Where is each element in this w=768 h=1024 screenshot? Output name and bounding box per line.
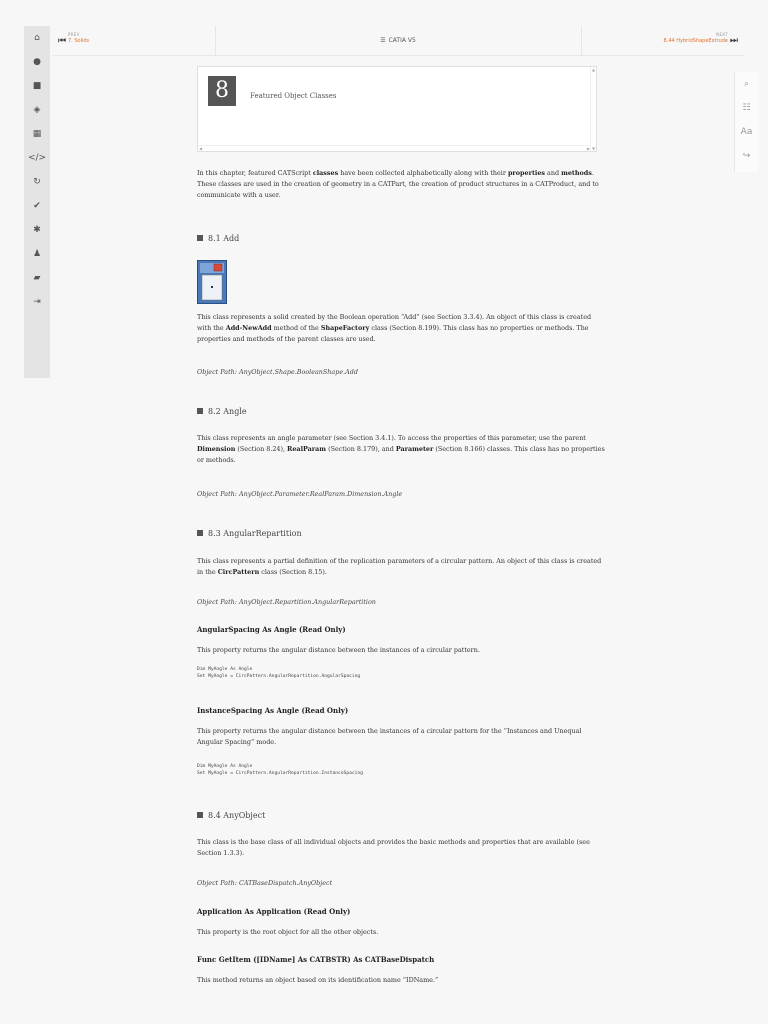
method-description: This method returns an object based on its identification name “IDName.”: [197, 976, 439, 984]
section-8-4-paragraph: This class is the base class of all individual objects and provides the basic methods and properties that are available (see Section 1.3.3).: [197, 838, 590, 857]
code-sample: Dim MyAngle As Angle Set MyAngle = CircPattern.AngularRepartition.InstanceSpacing: [197, 764, 363, 776]
section-8-3-object-path: Object Path: AnyObject.Repartition.AngularRepartition: [197, 598, 376, 606]
left-sidebar: [24, 26, 50, 378]
horizontal-scrollbar[interactable]: [198, 145, 591, 151]
reader-toolbar: [734, 72, 758, 172]
section-8-1-object-path: Object Path: AnyObject.Shape.BooleanShape.Add: [197, 368, 358, 376]
list-icon: ☰: [380, 37, 386, 44]
section-8-2-paragraph: This class represents an angle parameter (see Section 3.4.1). To access the properties of this parameter, use the parent Dimension (Section 8.24), RealParam (Section 8.179), and Parameter (Section 8.166) classes. This class has no properties or methods.: [197, 434, 605, 464]
scroll-right-icon[interactable]: ▶: [586, 146, 590, 151]
top-navigation-bar: [52, 26, 744, 56]
boolean-add-icon: [197, 260, 227, 304]
section-heading-8-3: 8.3 AngularRepartition: [197, 528, 607, 539]
method-heading-getitem: Func GetItem ([IDName] As CATBSTR) As CATBaseDispatch: [197, 955, 435, 964]
chapter-number: 8: [208, 76, 236, 106]
section-8-4-object-path: Object Path: CATBaseDispatch.AnyObject: [197, 879, 333, 887]
gear-icon[interactable]: ✱: [33, 225, 41, 235]
property-description: This property is the root object for all the other objects.: [197, 928, 379, 936]
property-description: This property returns the angular distance between the instances of a circular pattern.: [197, 646, 480, 654]
prev-caption: PREV: [68, 32, 80, 37]
property-heading-application: Application As Application (Read Only): [197, 907, 351, 916]
property-heading-instance-spacing: InstanceSpacing As Angle (Read Only): [197, 706, 349, 715]
property-heading-angular-spacing: AngularSpacing As Angle (Read Only): [197, 625, 346, 634]
calendar-icon[interactable]: ▦: [32, 129, 42, 139]
share-icon[interactable]: ↪: [742, 151, 751, 161]
skip-forward-icon: ⏭: [729, 36, 738, 46]
user-icon[interactable]: ●: [33, 57, 41, 67]
section-8-3-paragraph: This class represents a partial definition of the replication parameters of a circular pattern. An object of this class is created in the CircPattern class (Section 8.15).: [197, 557, 602, 576]
scroll-up-icon[interactable]: ▲: [592, 67, 596, 72]
divider: [581, 26, 582, 56]
section-8-2-object-path: Object Path: AnyObject.Parameter.RealParam.Dimension.Angle: [197, 490, 403, 498]
section-8-1-paragraph: This class represents a solid created by the Boolean operation “Add” (see Section 3.3.4). An object of this class is created with the Add-NewAdd method of the ShapeFactory class (Section 8.199). This class has no properties or methods. The properties and methods of the parent classes are used.: [197, 313, 592, 343]
user-group-icon[interactable]: ♟: [32, 249, 42, 259]
chapter-title: Featured Object Classes: [250, 92, 337, 100]
skip-back-icon: ⏮: [58, 36, 67, 46]
next-link-text: 8.44 HybridShapeExtrude: [663, 38, 728, 44]
prev-link-text: 7. Solids: [68, 38, 90, 44]
next-caption: NEXT: [716, 32, 728, 37]
section-heading-8-4: 8.4 AnyObject: [197, 810, 607, 821]
briefcase-icon[interactable]: ■: [32, 81, 42, 91]
scroll-left-icon[interactable]: ◀: [199, 146, 203, 151]
layers-icon[interactable]: ◈: [33, 105, 41, 115]
scroll-down-icon[interactable]: ▼: [592, 146, 596, 151]
chapter-header: [197, 66, 597, 152]
property-description: This property returns the angular distance between the instances of a circular pattern for the “Instances and Unequal Angular Spacing” mode.: [197, 727, 582, 746]
sign-out-icon[interactable]: ⇥: [33, 297, 41, 307]
section-heading-8-1: 8.1 Add: [197, 233, 607, 244]
intro-paragraph: In this chapter, featured CATScript classes have been collected alphabetically along with their properties and methods. These classes are used in the creation of geometry in a CATPart, the creation of product structures in a CATProduct, and to communicate with a user.: [197, 169, 599, 199]
book-title: ☰ CATIA V5: [380, 37, 416, 44]
check-circle-icon[interactable]: ✔: [33, 201, 41, 211]
home-icon[interactable]: ⌂: [34, 33, 40, 43]
search-icon[interactable]: ⌕: [743, 79, 750, 89]
code-icon[interactable]: </>: [27, 153, 47, 163]
refresh-icon[interactable]: ↻: [33, 177, 41, 187]
code-sample: Dim MyAngle As Angle Set MyAngle = CircPattern.AngularRepartition.AngularSpacing: [197, 667, 361, 679]
table-of-contents-icon[interactable]: ☷: [742, 103, 751, 113]
font-size-icon[interactable]: Aa: [740, 127, 753, 137]
folder-icon[interactable]: ▰: [33, 273, 41, 283]
section-heading-8-2: 8.2 Angle: [197, 406, 607, 417]
vertical-scrollbar[interactable]: [590, 67, 596, 151]
